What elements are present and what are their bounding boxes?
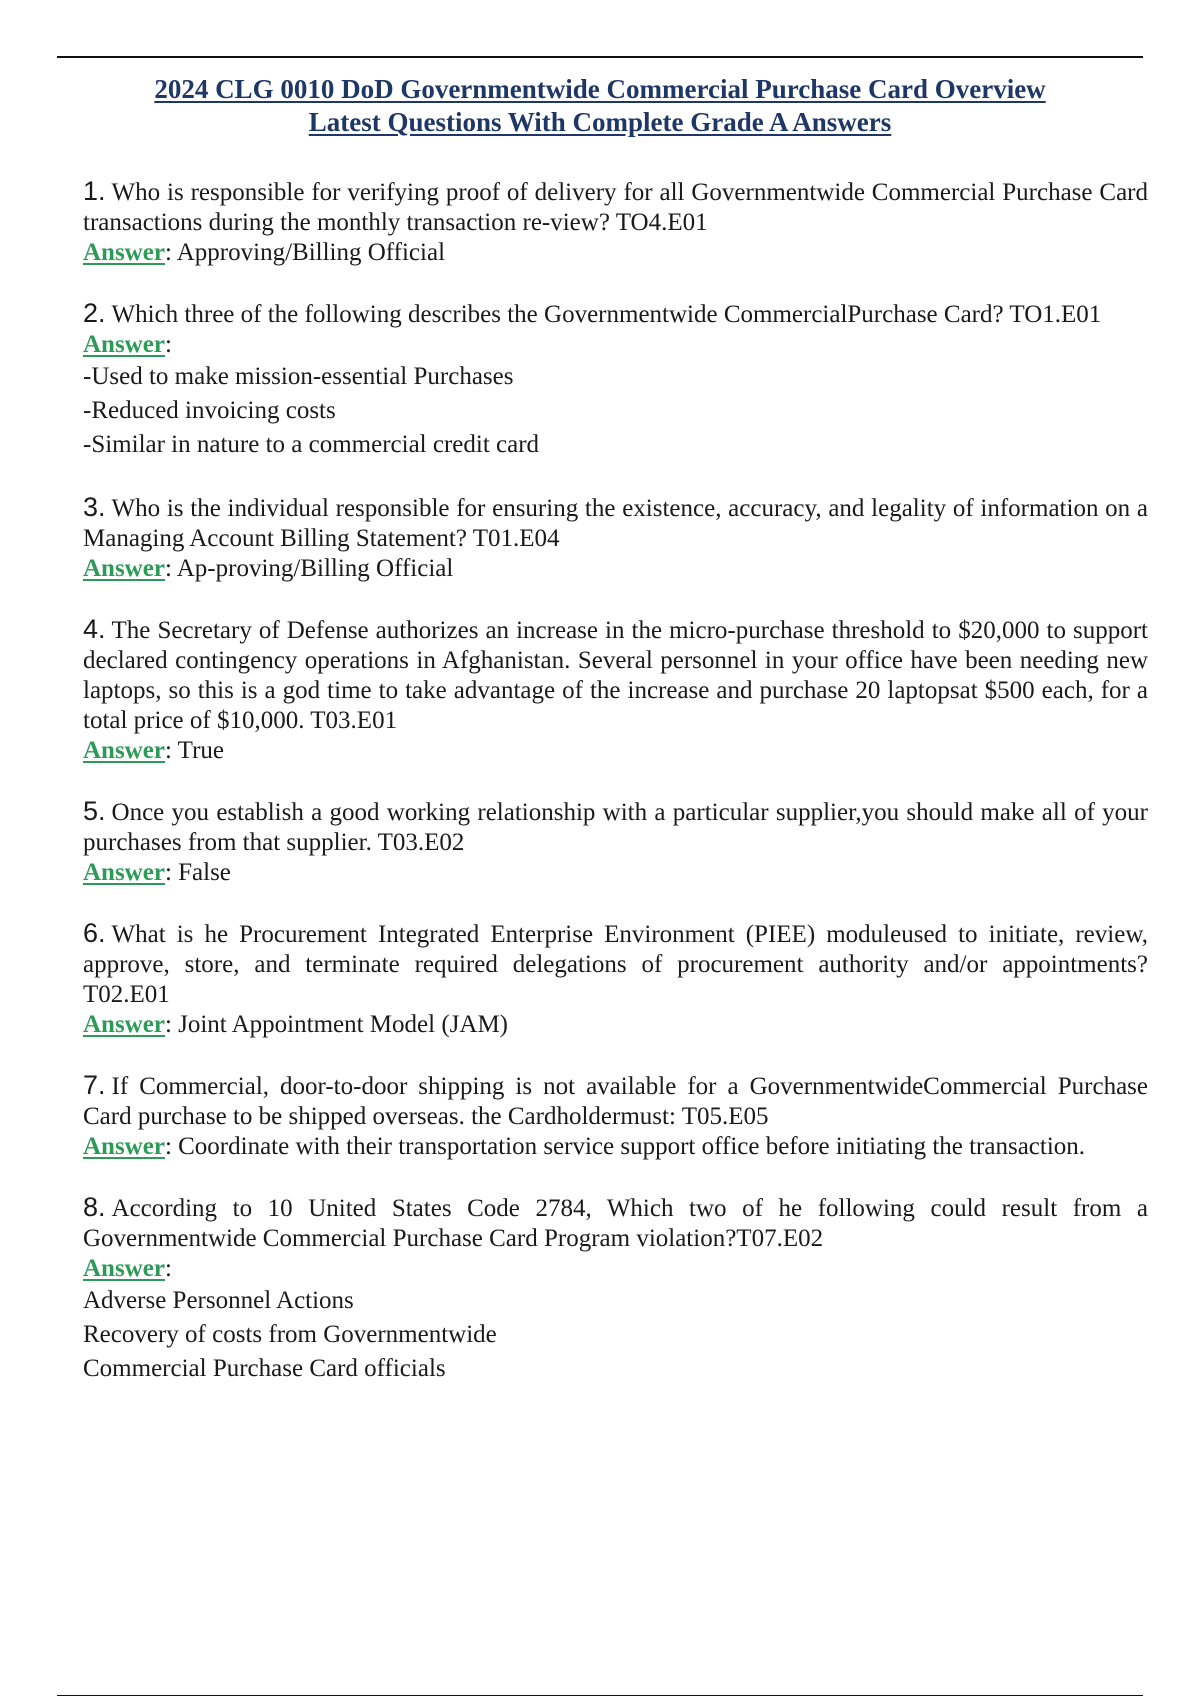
- answer-label: Answer: [83, 1255, 165, 1282]
- question-number: 3.: [83, 492, 106, 522]
- answer-label: Answer: [83, 331, 165, 358]
- question-text: Who is the individual responsible for ensuring the existence, accuracy, and legality of information on a Managing Account Billing Statement? T01.E04: [83, 495, 1148, 552]
- question-text-line: [83, 1070, 1148, 1132]
- question-number: 7.: [83, 1070, 106, 1100]
- question-text: Which three of the following describes the Governmentwide CommercialPurchase Card? TO1.E01: [111, 301, 1102, 328]
- answer-text: :: [164, 1255, 172, 1282]
- answer-line: [83, 554, 1148, 584]
- answer-label: Answer: [83, 1011, 165, 1038]
- question-block: [83, 918, 1148, 1040]
- answer-text: : Joint Appointment Model (JAM): [164, 1011, 508, 1038]
- question-number: 8.: [83, 1192, 106, 1222]
- question-text-line: [83, 176, 1148, 238]
- answer-label: Answer: [83, 239, 165, 266]
- question-block: [83, 298, 1148, 462]
- answer-line: [83, 238, 1148, 268]
- answer-list-item: Commercial Purchase Card officials: [83, 1355, 446, 1382]
- answer-list-item: -Similar in nature to a commercial credit card: [83, 431, 540, 458]
- answer-text: : Ap-proving/Billing Official: [164, 555, 454, 582]
- question-text-line: [83, 796, 1148, 858]
- question-text: Who is responsible for verifying proof of delivery for all Governmentwide Commercial Purchase Card transactions during the monthly transaction re-view? TO4.E01: [83, 179, 1148, 236]
- answer-label: Answer: [83, 555, 165, 582]
- answer-text: : Approving/Billing Official: [164, 239, 446, 266]
- question-number: 5.: [83, 796, 106, 826]
- question-text: If Commercial, door-to-door shipping is not available for a GovernmentwideCommercial Purchase Card purchase to be shipped overseas. the Cardholdermust: T05.E05: [83, 1073, 1148, 1130]
- answer-list-item: -Used to make mission-essential Purchases: [83, 363, 514, 390]
- question-text-line: [83, 614, 1148, 736]
- answer-line: [83, 330, 1148, 360]
- question-block: [83, 796, 1148, 888]
- answer-line: [83, 736, 1148, 766]
- answer-list-item: -Reduced invoicing costs: [83, 397, 336, 424]
- answer-line: [83, 1132, 1148, 1162]
- question-text: According to 10 United States Code 2784, Which two of he following could result from a Governmentwide Commercial Purchase Card Program violation?T07.E02: [83, 1195, 1148, 1252]
- answer-line: [83, 858, 1148, 888]
- question-text-line: [83, 1192, 1148, 1254]
- document-title: [57, 73, 1143, 139]
- answer-line: [83, 1254, 1148, 1284]
- question-number: 1.: [83, 176, 106, 206]
- answer-label: Answer: [83, 859, 165, 886]
- question-text: The Secretary of Defense authorizes an increase in the micro-purchase threshold to $20,000 to support declared contingency operations in Afghanistan. Several personnel in your office have been needing new laptops, so this is a god time to take advantage of the increase and purchase 20 laptopsat $500 each, for a total price of $10,000. T03.E01: [83, 617, 1148, 734]
- question-block: [83, 1070, 1148, 1162]
- question-block: [83, 1192, 1148, 1386]
- question-number: 6.: [83, 918, 106, 948]
- question-text: Once you establish a good working relationship with a particular supplier,you should make all of your purchases from that supplier. T03.E02: [83, 799, 1148, 856]
- question-text: What is he Procurement Integrated Enterprise Environment (PIEE) moduleused to initiate, review, approve, store, and terminate required delegations of procurement authority and/or appointments? T02.E01: [83, 921, 1148, 1008]
- question-number: 2.: [83, 298, 106, 328]
- answer-list-item: Recovery of costs from Governmentwide: [83, 1321, 497, 1348]
- answer-list-item: Adverse Personnel Actions: [83, 1287, 354, 1314]
- title-line-2: Latest Questions With Complete Grade A Answers: [308, 107, 892, 137]
- answer-line: [83, 1010, 1148, 1040]
- answer-text: : Coordinate with their transportation service support office before initiating the transaction.: [164, 1133, 1086, 1160]
- question-text-line: [83, 298, 1148, 330]
- question-block: [83, 614, 1148, 766]
- question-number: 4.: [83, 614, 106, 644]
- question-list: [83, 176, 1148, 1416]
- answer-label: Answer: [83, 737, 165, 764]
- bottom-rule: [57, 1695, 1143, 1696]
- answer-text: : True: [164, 737, 224, 764]
- question-text-line: [83, 918, 1148, 1010]
- question-block: [83, 492, 1148, 584]
- top-rule: [57, 56, 1143, 58]
- question-block: [83, 176, 1148, 268]
- answer-text: :: [164, 331, 172, 358]
- title-line-1: 2024 CLG 0010 DoD Governmentwide Commercial Purchase Card Overview: [154, 74, 1046, 104]
- answer-label: Answer: [83, 1133, 165, 1160]
- answer-text: : False: [164, 859, 231, 886]
- question-text-line: [83, 492, 1148, 554]
